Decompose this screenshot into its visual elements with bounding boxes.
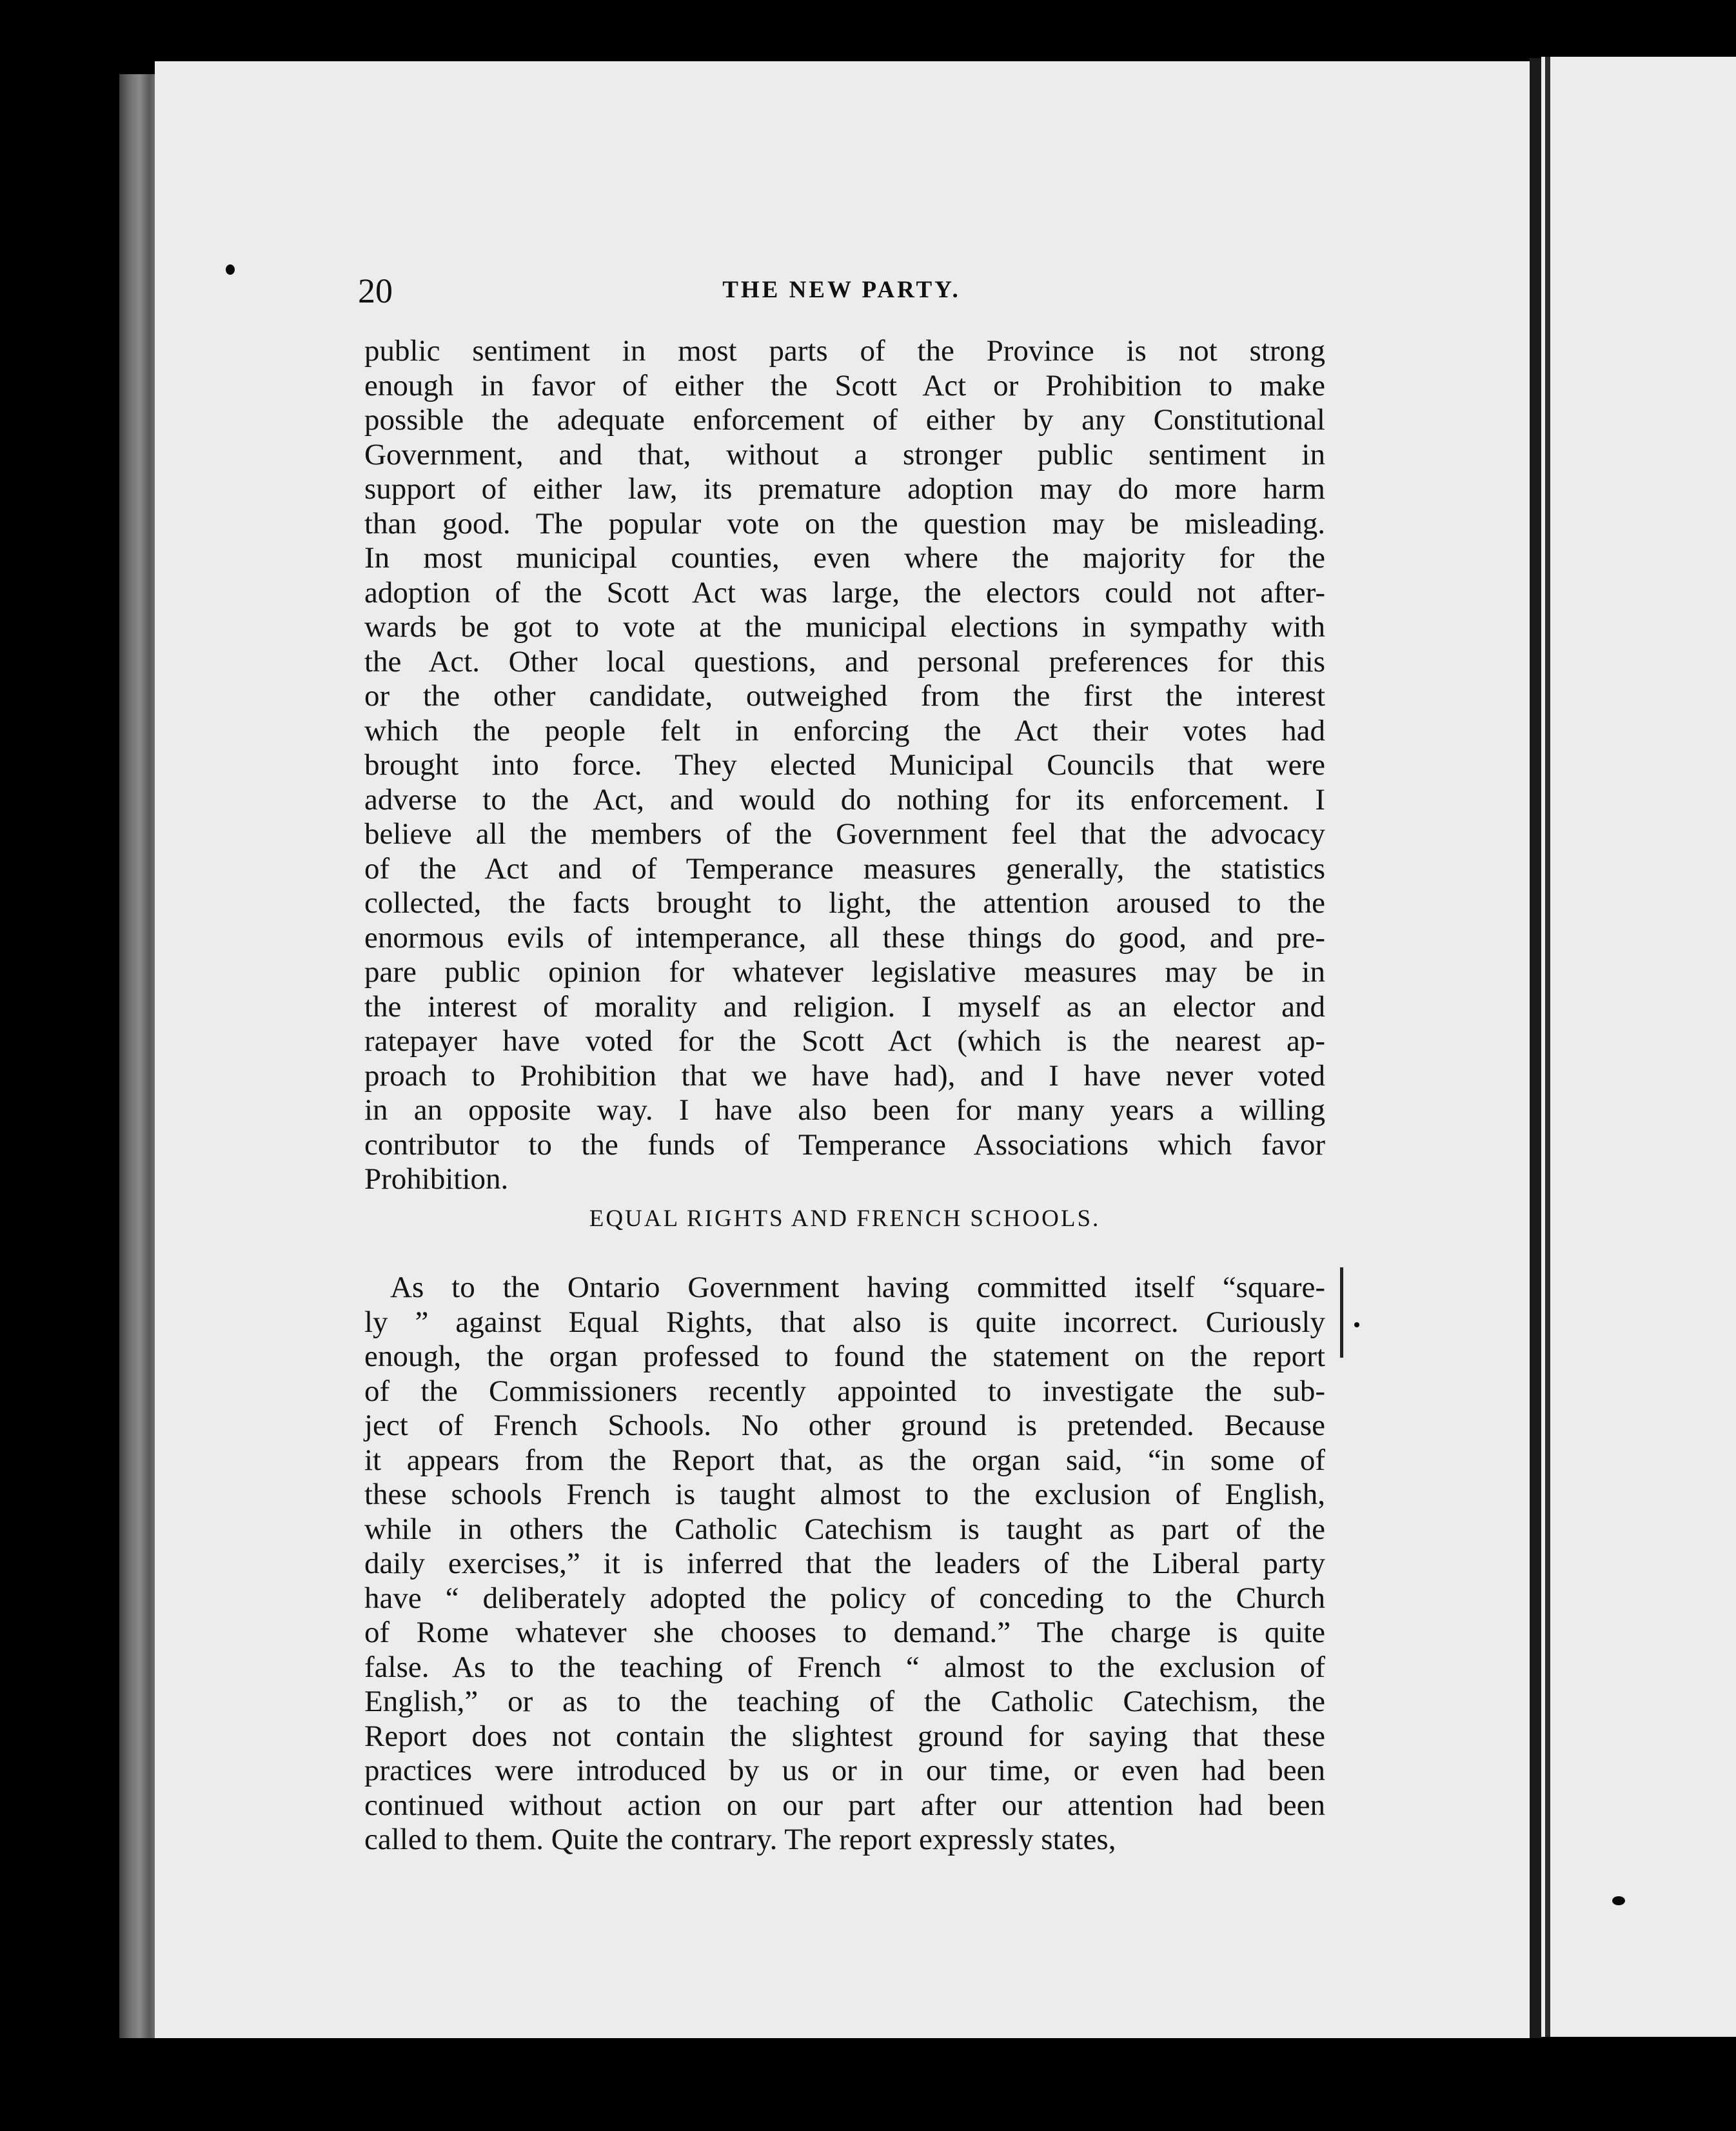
text-line: believe all the members of the Government feel that the advocacy	[364, 817, 1325, 851]
text-line: while in others the Catholic Catechism is taught as part of the	[364, 1512, 1325, 1546]
text-line: enough, the organ professed to found the statement on the report	[364, 1340, 1325, 1373]
text-line: ject of French Schools. No other ground is pretended. Because	[364, 1409, 1325, 1442]
running-title: THE NEW PARTY.	[722, 277, 961, 303]
text-line: In most municipal counties, even where the majority for the	[364, 541, 1325, 575]
text-line: possible the adequate enforcement of either by any Constitutional	[364, 403, 1325, 437]
text-line: adverse to the Act, and would do nothing for its enforcement. I	[364, 782, 1325, 817]
text-line: of the Commissioners recently appointed to investigate the sub-	[364, 1374, 1325, 1408]
text-line: daily exercises,” it is inferred that the leaders of the Liberal party	[364, 1547, 1325, 1580]
paragraph-1	[364, 334, 1325, 1197]
text-line: contributor to the funds of Temperance Associations which favor	[364, 1127, 1325, 1162]
text-line: As to the Ontario Government having committed itself “square-	[390, 1271, 1325, 1304]
text-line: English,” or as to the teaching of the Catholic Catechism, the	[364, 1685, 1325, 1718]
text-line: support of either law, its premature adoption may do more harm	[364, 472, 1325, 506]
text-line: collected, the facts brought to light, the attention aroused to the	[364, 886, 1325, 920]
adjacent-page-edge	[1545, 57, 1550, 2037]
text-line: ratepayer have voted for the Scott Act (which is the nearest ap-	[364, 1024, 1325, 1058]
text-line: enough in favor of either the Scott Act or Prohibition to make	[364, 368, 1325, 402]
text-line: proach to Prohibition that we have had), and I have never voted	[364, 1058, 1325, 1093]
text-line: brought into force. They elected Municipal Councils that were	[364, 748, 1325, 782]
margin-speck	[1354, 1322, 1359, 1327]
text-line: wards be got to vote at the municipal elections in sympathy with	[364, 610, 1325, 644]
margin-speck	[1612, 1896, 1625, 1905]
section-heading: EQUAL RIGHTS AND FRENCH SCHOOLS.	[589, 1205, 1101, 1232]
text-line: than good. The popular vote on the question may be misleading.	[364, 506, 1325, 540]
text-line: false. As to the teaching of French “ almost to the exclusion of	[364, 1650, 1325, 1684]
text-line: pare public opinion for whatever legislative measures may be in	[364, 955, 1325, 989]
margin-speck	[226, 264, 235, 275]
running-head	[358, 271, 1325, 316]
text-line: Government, and that, without a stronger public sentiment in	[364, 437, 1325, 471]
text-line: these schools French is taught almost to the exclusion of English,	[364, 1478, 1325, 1511]
page-right-edge	[1530, 58, 1543, 2038]
text-line: ly ” against Equal Rights, that also is quite incorrect. Curiously	[364, 1305, 1325, 1339]
text-line: called to them. Quite the contrary. The report expressly states,	[364, 1823, 1116, 1856]
text-line: enormous evils of intemperance, all these things do good, and pre-	[364, 920, 1325, 955]
text-line: public sentiment in most parts of the Province is not strong	[364, 334, 1325, 368]
book-gutter-shadow	[119, 74, 159, 2038]
text-line: of the Act and of Temperance measures generally, the statistics	[364, 851, 1325, 886]
text-line: have “ deliberately adopted the policy of conceding to the Church	[364, 1581, 1325, 1615]
text-line: the Act. Other local questions, and personal preferences for this	[364, 644, 1325, 679]
margin-line-mark	[1340, 1267, 1343, 1358]
paragraph-2	[364, 1271, 1325, 1858]
text-line: or the other candidate, outweighed from the first the interest	[364, 679, 1325, 713]
text-line: practices were introduced by us or in our time, or even had been	[364, 1754, 1325, 1787]
text-line: continued without action on our part after our attention had been	[364, 1788, 1325, 1822]
text-line: of Rome whatever she chooses to demand.” The charge is quite	[364, 1616, 1325, 1649]
text-line: which the people felt in enforcing the Act their votes had	[364, 713, 1325, 748]
text-line: adoption of the Scott Act was large, the electors could not after-	[364, 575, 1325, 610]
text-line: the interest of morality and religion. I myself as an elector and	[364, 989, 1325, 1024]
page-number: 20	[358, 272, 393, 310]
adjacent-page	[1541, 57, 1736, 2037]
text-line: Report does not contain the slightest ground for saying that these	[364, 1719, 1325, 1753]
text-line: it appears from the Report that, as the organ said, “in some of	[364, 1443, 1325, 1477]
text-line: Prohibition.	[364, 1162, 509, 1196]
text-line: in an opposite way. I have also been for many years a willing	[364, 1093, 1325, 1127]
